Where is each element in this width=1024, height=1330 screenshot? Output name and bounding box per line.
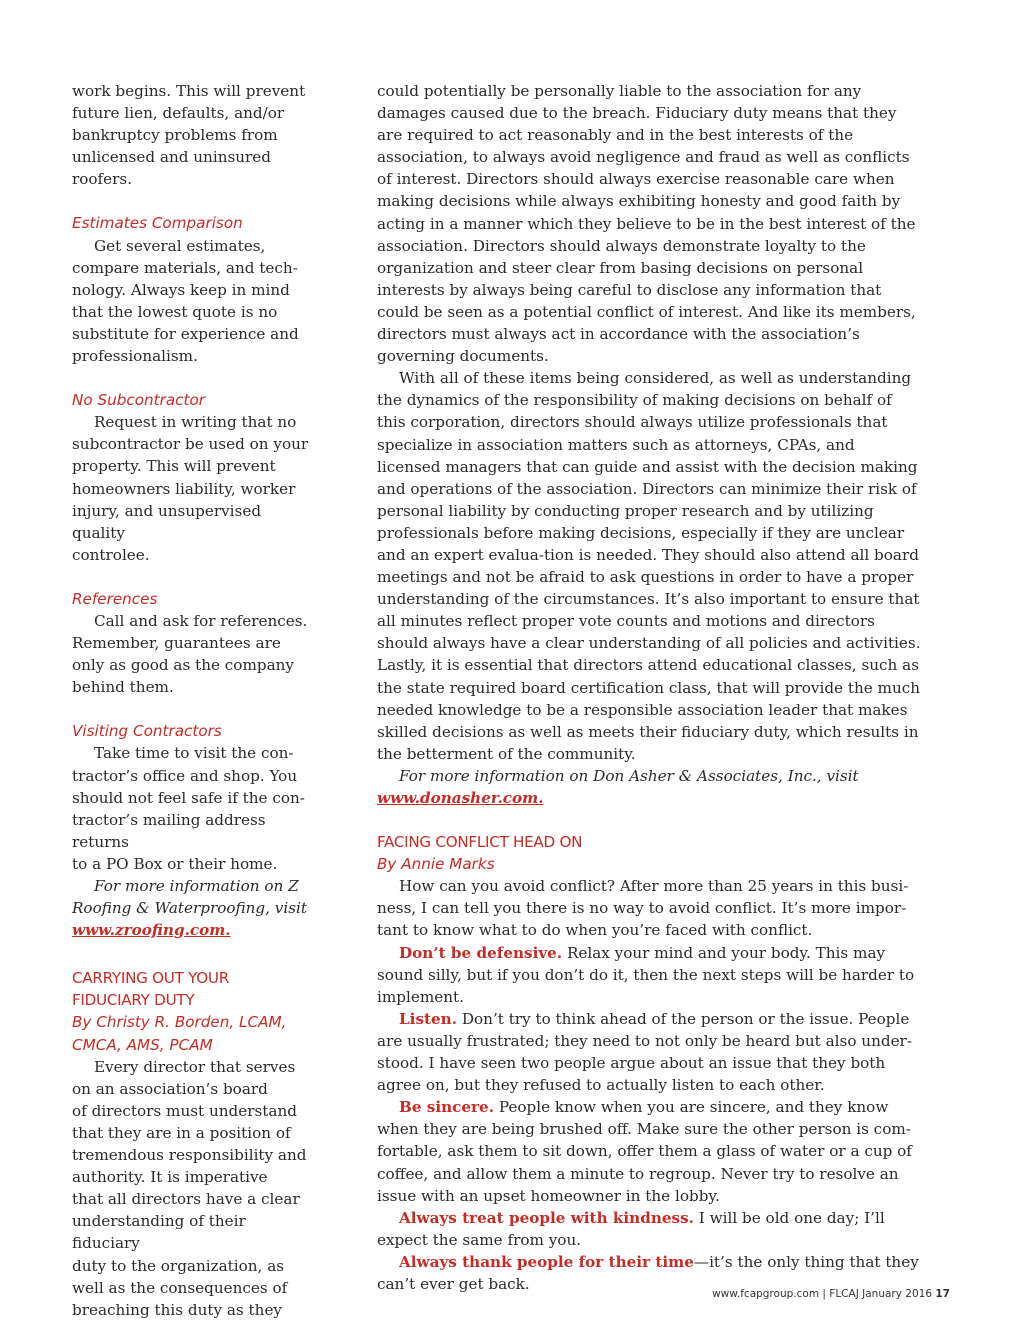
article-line: that all directors have a clear: [72, 1190, 300, 1209]
tip-paragraph: [377, 1096, 922, 1206]
tip-text: —it’s the only thing that they can’t ever get back.: [377, 1252, 919, 1293]
section-heading: References: [72, 589, 158, 608]
section-line: tractor’s office and shop. You: [72, 766, 298, 785]
footer-separator: |: [822, 1288, 826, 1300]
tip-lead: Always treat people with kindness.: [399, 1208, 694, 1227]
article-line: that they are in a position of: [72, 1123, 291, 1142]
article-line: well as the consequences of: [72, 1278, 288, 1297]
info-note: For more information on Z: [94, 877, 299, 895]
section-heading: No Subcontractor: [72, 391, 206, 410]
article-line: understanding of their fiduciary: [72, 1212, 246, 1253]
section-line: tractor’s mailing address returns: [72, 810, 266, 851]
section-line: should not feel safe if the con-: [72, 788, 305, 807]
page-footer: [712, 1288, 950, 1300]
tip-paragraph: [377, 942, 922, 1008]
intro-line: work begins. This will prevent: [72, 82, 306, 100]
section-heading: Estimates Comparison: [72, 214, 243, 233]
section-line: Take time to visit the con-: [94, 744, 294, 763]
article-byline: By Annie Marks: [377, 855, 495, 874]
info-note: For more information on Don Asher & Associates, Inc., visit: [399, 766, 859, 785]
section-line: behind them.: [72, 678, 174, 697]
article-line: on an association’s board: [72, 1079, 268, 1098]
zroofing-link[interactable]: www.zroofing.com.: [72, 921, 231, 940]
section-line: to a PO Box or their home.: [72, 854, 278, 873]
section-line: nology. Always keep in mind: [72, 280, 290, 299]
article-headline: FIDUCIARY DUTY: [72, 991, 195, 1010]
section-line: property. This will prevent: [72, 457, 276, 476]
article-headline: FACING CONFLICT HEAD ON: [377, 833, 583, 852]
intro-line: bankruptcy problems from: [72, 126, 278, 145]
tip-lead: Listen.: [399, 1009, 458, 1028]
section-line: that the lowest quote is no: [72, 302, 278, 321]
article-line: tremendous responsibility and: [72, 1146, 307, 1165]
tip-lead: Be sincere.: [399, 1098, 495, 1117]
section-line: Get several estimates,: [94, 236, 266, 255]
tip-text: I will be old one day; I’ll expect the same from you.: [377, 1208, 885, 1249]
info-note: Roofing & Waterproofing, visit: [72, 899, 307, 918]
footer-issue: January 2016: [862, 1288, 933, 1300]
body-paragraph: How can you avoid conflict? After more than 25 years in this busi-ness, I can tell you there is no way to avoid conflict. It’s more impor-tant to know what to do when you’re faced with conflict.: [377, 877, 909, 940]
tip-lead: Always thank people for their time: [399, 1252, 694, 1271]
footer-publication: FLCAJ: [829, 1288, 859, 1300]
tip-paragraph: [377, 1008, 922, 1096]
section-line: subcontractor be used on your: [72, 435, 309, 454]
article-byline: CMCA, AMS, PCAM: [72, 1035, 213, 1054]
section-heading: Visiting Contractors: [72, 722, 222, 741]
intro-line: roofers.: [72, 170, 133, 189]
section-line: compare materials, and tech-: [72, 258, 298, 277]
article-line: of directors must understand: [72, 1101, 297, 1120]
section-line: only as good as the company: [72, 656, 294, 675]
left-column: [72, 80, 316, 1321]
section-line: substitute for experience and: [72, 324, 299, 343]
body-paragraph: could potentially be personally liable to the association for any damages caused due to the breach. Fiduciary duty means that they are required to act reasonably and in the best interests of the association, to always avoid negligence and fraud as well as conflicts of interest. Directors should always exercise reasonable care when making decisions while always exhibiting honesty and good faith by acting in a manner which they believe to be in the best interest of the association. Directors should always demonstrate loyalty to the organization and steer clear from basing decisions on personal interests by always being careful to disclose any information that could be seen as a potential conflict of interest. And like its members, directors must always act in accordance with the association’s governing documents.: [377, 82, 916, 366]
tip-text: People know when you are sincere, and they know when they are being brushed off. Make sure the other person is com-fortable, ask them to sit down, offer them a glass of water or a cup of coffee, and allow them a minute to regroup. Never try to resolve an issue with an upset homeowner in the lobby.: [377, 1098, 912, 1205]
page-number: 17: [935, 1288, 950, 1300]
section-line: controlee.: [72, 545, 150, 564]
article-line: breaching this duty as they: [72, 1300, 283, 1319]
donasher-link[interactable]: www.donasher.com.: [377, 789, 544, 807]
article-line: authority. It is imperative: [72, 1168, 268, 1187]
tip-lead: Don’t be defensive.: [399, 943, 563, 962]
article-headline: CARRYING OUT YOUR: [72, 969, 229, 988]
right-column: [377, 80, 922, 1295]
section-line: homeowners liability, worker: [72, 479, 296, 498]
section-line: injury, and unsupervised quality: [72, 501, 262, 542]
tip-text: Don’t try to think ahead of the person or the issue. People are usually frustrated; they need to not only be heard but also under-stood. I have seen two people argue about an issue that they both agree on, but they refused to actually listen to each other.: [377, 1009, 912, 1095]
section-line: Request in writing that no: [94, 413, 297, 432]
body-paragraph: With all of these items being considered, as well as understanding the dynamics of the responsibility of making decisions on behalf of this corporation, directors should always utilize professionals that specialize in association matters such as attorneys, CPAs, and licensed managers that can guide and assist with the decision making and operations of the association. Directors can minimize their risk of personal liability by conducting proper research and by utilizing professionals before making decisions, especially if they are unclear and an expert evalua-tion is needed. They should also attend all board meetings and not be afraid to ask questions in order to have a proper understanding of the circumstances. It’s also important to ensure that all minutes reflect proper vote counts and motions and directors should always have a clear understanding of all policies and activities. Lastly, it is essential that directors attend educational classes, such as the state required board certification class, that will provide the much needed knowledge to be a responsible association leader that makes skilled decisions as well as meets their fiduciary duty, which results in the betterment of the community.: [377, 369, 921, 763]
article-line: duty to the organization, as: [72, 1256, 285, 1275]
tip-paragraph: [377, 1207, 922, 1251]
intro-line: future lien, defaults, and/or: [72, 104, 285, 123]
intro-line: unlicensed and uninsured: [72, 148, 272, 167]
section-line: professionalism.: [72, 347, 198, 366]
footer-site[interactable]: www.fcapgroup.com: [712, 1288, 820, 1300]
tip-text: Relax your mind and your body. This may sound silly, but if you don’t do it, then the next steps will be harder to implement.: [377, 943, 915, 1006]
section-line: Call and ask for references.: [94, 611, 308, 630]
section-line: Remember, guarantees are: [72, 634, 281, 653]
article-line: Every director that serves: [94, 1057, 296, 1076]
article-byline: By Christy R. Borden, LCAM,: [72, 1013, 287, 1032]
